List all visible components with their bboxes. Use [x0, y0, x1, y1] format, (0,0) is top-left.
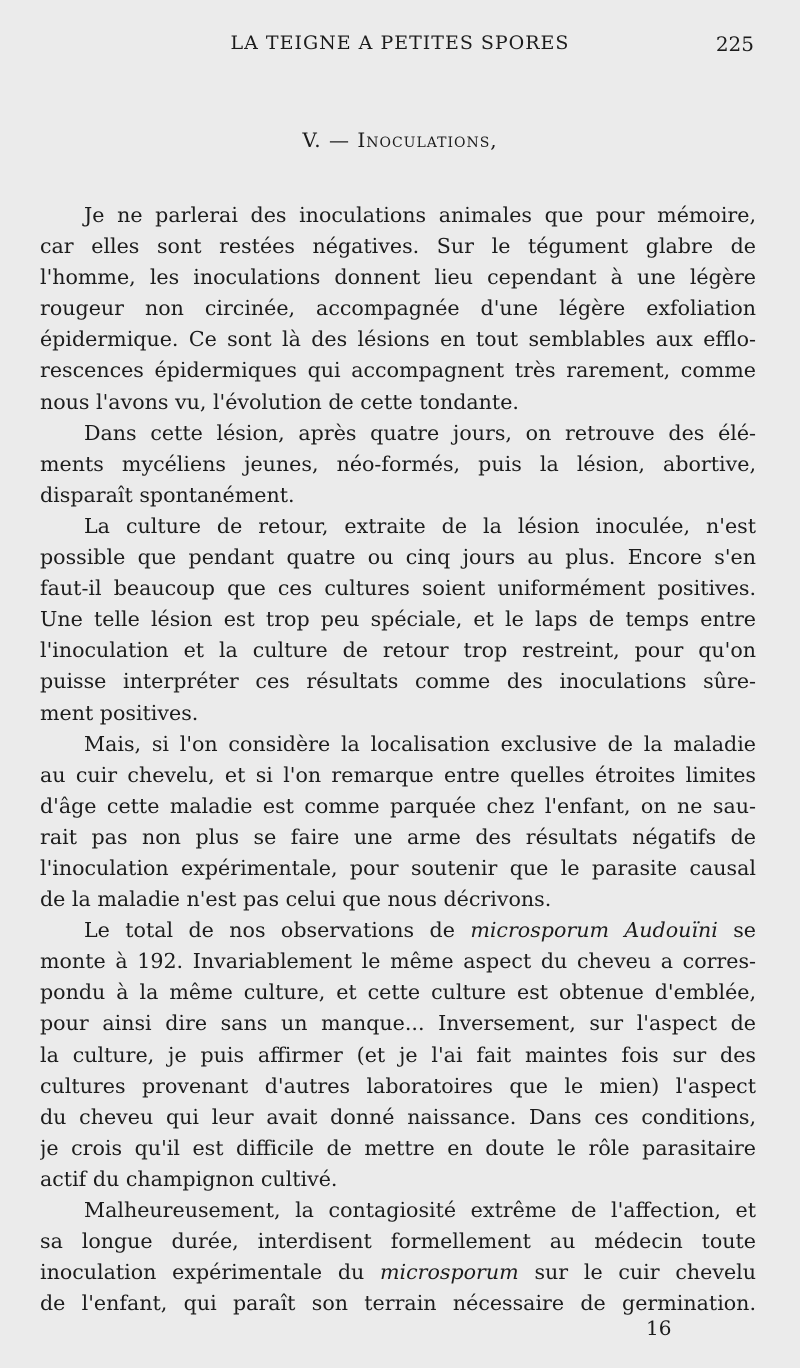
- text-line: l'inoculation expérimentale, pour soutenir que le parasite causal: [40, 855, 756, 880]
- text-line: de la maladie n'est pas celui que nous décrivons.: [40, 887, 552, 912]
- text-line: Dans cette lésion, après quatre jours, on retrouve des élé-: [84, 420, 756, 445]
- text-line: Une telle lésion est trop peu spéciale, et le laps de temps entre: [40, 607, 756, 632]
- text-line: d'âge cette maladie est comme parquée chez l'enfant, on ne sau-: [40, 793, 756, 818]
- text-line: sa longue durée, interdisent formellement au médecin toute: [40, 1229, 756, 1254]
- italic-term: microsporum: [380, 1260, 519, 1285]
- text-line: l'homme, les inoculations donnent lieu cependant à une légère: [40, 265, 756, 290]
- text-line: de l'enfant, qui paraît son terrain nécessaire de germination.: [40, 1291, 756, 1316]
- text-line: la culture, je puis affirmer (et je l'ai fait maintes fois sur des: [40, 1042, 756, 1067]
- text-line: Le total de nos observations de microsporum Audouïni se: [84, 918, 756, 943]
- text-line: rescences épidermiques qui accompagnent très rarement, comme: [40, 358, 756, 383]
- text-line: Mais, si l'on considère la localisation exclusive de la maladie: [84, 731, 756, 756]
- text-line: au cuir chevelu, et si l'on remarque entre quelles étroites limites: [40, 762, 756, 787]
- italic-term: microsporum Audouïni: [470, 918, 718, 943]
- text-line: je crois qu'il est difficile de mettre en doute le rôle parasitaire: [40, 1135, 756, 1160]
- page-number: 225: [715, 32, 754, 56]
- section-number: V. —: [302, 128, 350, 152]
- text-line: possible que pendant quatre ou cinq jours au plus. Encore s'en: [40, 545, 756, 570]
- text-line: puisse interpréter ces résultats comme des inoculations sûre-: [40, 669, 756, 694]
- text-line: du cheveu qui leur avait donné naissance. Dans ces conditions,: [40, 1104, 756, 1129]
- text-line: l'inoculation et la culture de retour trop restreint, pour qu'on: [40, 638, 756, 663]
- body-text: [40, 200, 756, 1319]
- text-line: La culture de retour, extraite de la lésion inoculée, n'est: [84, 513, 756, 538]
- text-line: pondu à la même culture, et cette culture est obtenue d'emblée,: [40, 980, 756, 1005]
- text-line: ments mycéliens jeunes, néo-formés, puis la lésion, abortive,: [40, 451, 756, 476]
- section-title: Inoculations,: [357, 128, 498, 152]
- text-line: disparaît spontanément.: [40, 482, 295, 507]
- text-line: actif du champignon cultivé.: [40, 1166, 338, 1191]
- signature-mark: 16: [646, 1316, 672, 1340]
- text-line: nous l'avons vu, l'évolution de cette tondante.: [40, 389, 519, 414]
- text-line: Je ne parlerai des inoculations animales que pour mémoire,: [84, 203, 756, 227]
- text-line: car elles sont restées négatives. Sur le tégument glabre de: [40, 234, 756, 259]
- text-line: ment positives.: [40, 700, 199, 725]
- text-line: cultures provenant d'autres laboratoires que le mien) l'aspect: [40, 1073, 756, 1098]
- running-head: [40, 30, 760, 62]
- text-line: pour ainsi dire sans un manque... Inversement, sur l'aspect de: [40, 1011, 756, 1036]
- text-line: monte à 192. Invariablement le même aspect du cheveu a corres-: [40, 949, 756, 974]
- text-line: épidermique. Ce sont là des lésions en tout semblables aux efflo-: [40, 327, 756, 352]
- text-line: inoculation expérimentale du microsporum sur le cuir chevelu: [40, 1260, 756, 1285]
- text-line: rougeur non circinée, accompagnée d'une légère exfoliation: [40, 296, 756, 321]
- running-title: LA TEIGNE A PETITES SPORES: [230, 32, 570, 54]
- section-heading: [0, 128, 800, 152]
- text-line: Malheureusement, la contagiosité extrême de l'affection, et: [84, 1198, 756, 1222]
- text-line: rait pas non plus se faire une arme des résultats négatifs de: [40, 824, 756, 849]
- text-line: faut-il beaucoup que ces cultures soient uniformément positives.: [40, 576, 756, 601]
